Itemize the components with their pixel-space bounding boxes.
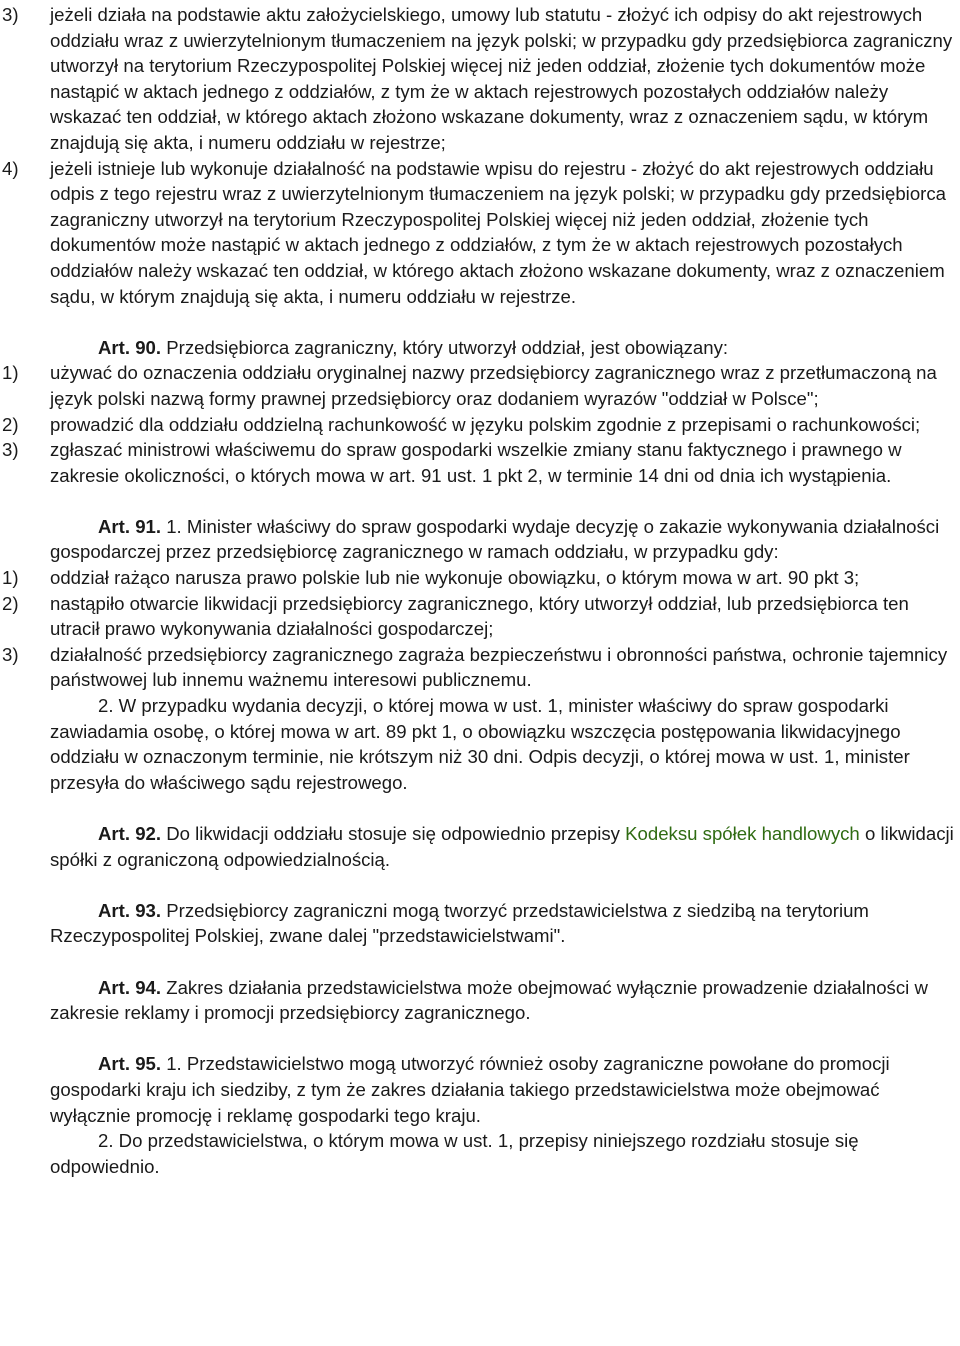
article-intro: Przedsiębiorca zagraniczny, który utworzył oddział, jest obowiązany: [166,336,729,358]
item-text: jeżeli istnieje lub wykonuje działalność na podstawie wpisu do rejestru - złożyć do akt rejestrowych oddziału odpis z tego rejestru wraz z uwierzytelnionym tłumaczeniem na język polski; w przypadku gdy przedsiębiorca zagraniczny utworzył na terytorium Rzeczypospolitej Polskiej więcej niż jeden oddział, złożenie tych dokumentów może nastąpić w aktach jednego z oddziałów, z tym że w aktach rejestrowych pozostałych oddziałów należy wskazać ten oddział, w którego aktach złożono wskazane dokumenty, wraz z oznaczeniem sądu, w którym znajdują się akta, i numeru oddziału w rejestrze. [50,157,946,307]
article-text: Zakres działania przedstawicielstwa może obejmować wyłącznie prowadzenie działalności w zakresie reklamy i promocji przedsiębiorcy zagranicznego. [50,976,928,1024]
item-text: prowadzić dla oddziału oddzielną rachunkowość w języku polskim zgodnie z przepisami o rachunkowości; [50,413,921,435]
article-label: Art. 91. [98,515,162,537]
article-text: Do likwidacji oddziału stosuje się odpowiednio przepisy [166,823,620,844]
article-text-end: o likwidacji spółki z ograniczoną odpowiedzialnością. [50,823,954,870]
list-item [2,2,956,156]
item-number: 3) [2,4,19,25]
article-label: Art. 94. [98,976,162,998]
item-number: 2) [2,592,19,614]
item-number: 1) [2,567,19,589]
article-text: 1. Przedstawicielstwo mogą utworzyć również osoby zagraniczne powołane do promocji gospodarki kraju ich siedziby, z tym że zakres działania takiego przedstawicielstwa może obejmować wyłącznie promocję i reklamę gospodarki tego kraju. [50,1053,890,1126]
article-94 [2,975,956,1026]
list-item [2,360,956,411]
item-text: nastąpiło otwarcie likwidacji przedsiębiorcy zagranicznego, który utworzył oddział, lub przedsiębiorca ten utracił prawo wykonywania działalności gospodarczej; [50,592,909,640]
article-90 [2,335,956,361]
article-93 [2,898,956,949]
article-text: Przedsiębiorcy zagraniczni mogą tworzyć przedstawicielstwa z siedzibą na terytorium Rzeczypospolitej Polskiej, zwane dalej "przedstawicielstwami". [50,899,869,947]
article-92 [2,821,956,872]
item-number: 2) [2,413,19,435]
article-label: Art. 95. [98,1053,162,1075]
article-paragraph: 2. W przypadku wydania decyzji, o której mowa w ust. 1, minister właściwy do spraw gospodarki zawiadamia osobę, o której mowa w art. 89 pkt 1, o obowiązku wszczęcia postępowania likwidacyjnego oddziału w oznaczonym terminie, nie krótszym niż 30 dni. Odpis decyzji, o której mowa w ust. 1, minister przesyła do właściwego sądu rejestrowego. [50,695,910,793]
list-item [2,591,956,642]
item-number: 3) [2,439,19,461]
list-item [2,412,956,438]
item-number: 4) [2,157,19,179]
item-text: jeżeli działa na podstawie aktu założycielskiego, umowy lub statutu - złożyć ich odpisy do akt rejestrowych oddziału wraz z uwierzytelnionym tłumaczeniem na język polski; w przypadku gdy przedsiębiorca zagraniczny utworzył na terytorium Rzeczypospolitej Polskiej więcej niż jeden oddział, złożenie tych dokumentów może nastąpić w aktach jednego z oddziałów, z tym że w aktach rejestrowych pozostałych oddziałów należy wskazać ten oddział, w którego aktach złożono wskazane dokumenty, wraz z oznaczeniem sądu, w którym znajdują się akta, i numeru oddziału w rejestrze; [50,4,953,153]
item-text: oddział rażąco narusza prawo polskie lub nie wykonuje obowiązku, o którym mowa w art. 90 pkt 3; [50,567,860,589]
list-item [2,565,956,591]
list-item [2,156,956,310]
item-number: 3) [2,643,19,665]
item-text: działalność przedsiębiorcy zagranicznego zagraża bezpieczeństwu i obronności państwa, ochronie tajemnicy państwowej lub innemu ważnemu interesowi publicznemu. [50,643,948,691]
article-label: Art. 93. [98,899,162,921]
item-number: 1) [2,362,19,384]
list-item [2,642,956,693]
article-label: Art. 92. [98,823,162,844]
code-link[interactable]: Kodeksu spółek handlowych [625,823,860,844]
item-text: używać do oznaczenia oddziału oryginalnej nazwy przedsiębiorcy zagranicznego wraz z przetłumaczoną na język polski nazwą formy prawnej przedsiębiorcy oraz dodaniem wyrazów "oddział w Polsce"; [50,362,937,409]
list-item [2,437,956,488]
article-95 [2,1051,956,1128]
article-91 [2,514,956,565]
article-intro: 1. Minister właściwy do spraw gospodarki wydaje decyzję o zakazie wykonywania działalności gospodarczej przez przedsiębiorcę zagranicznego w ramach oddziału, w przypadku gdy: [50,515,940,563]
article-label: Art. 90. [98,336,162,358]
article-paragraph: 2. Do przedstawicielstwa, o którym mowa w ust. 1, przepisy niniejszego rozdziału stosuje się odpowiednio. [50,1130,859,1177]
item-text: zgłaszać ministrowi właściwemu do spraw gospodarki wszelkie zmiany stanu faktycznego i prawnego w zakresie okoliczności, o których mowa w art. 91 ust. 1 pkt 2, w terminie 14 dni od dnia ich wystąpienia. [50,439,902,486]
